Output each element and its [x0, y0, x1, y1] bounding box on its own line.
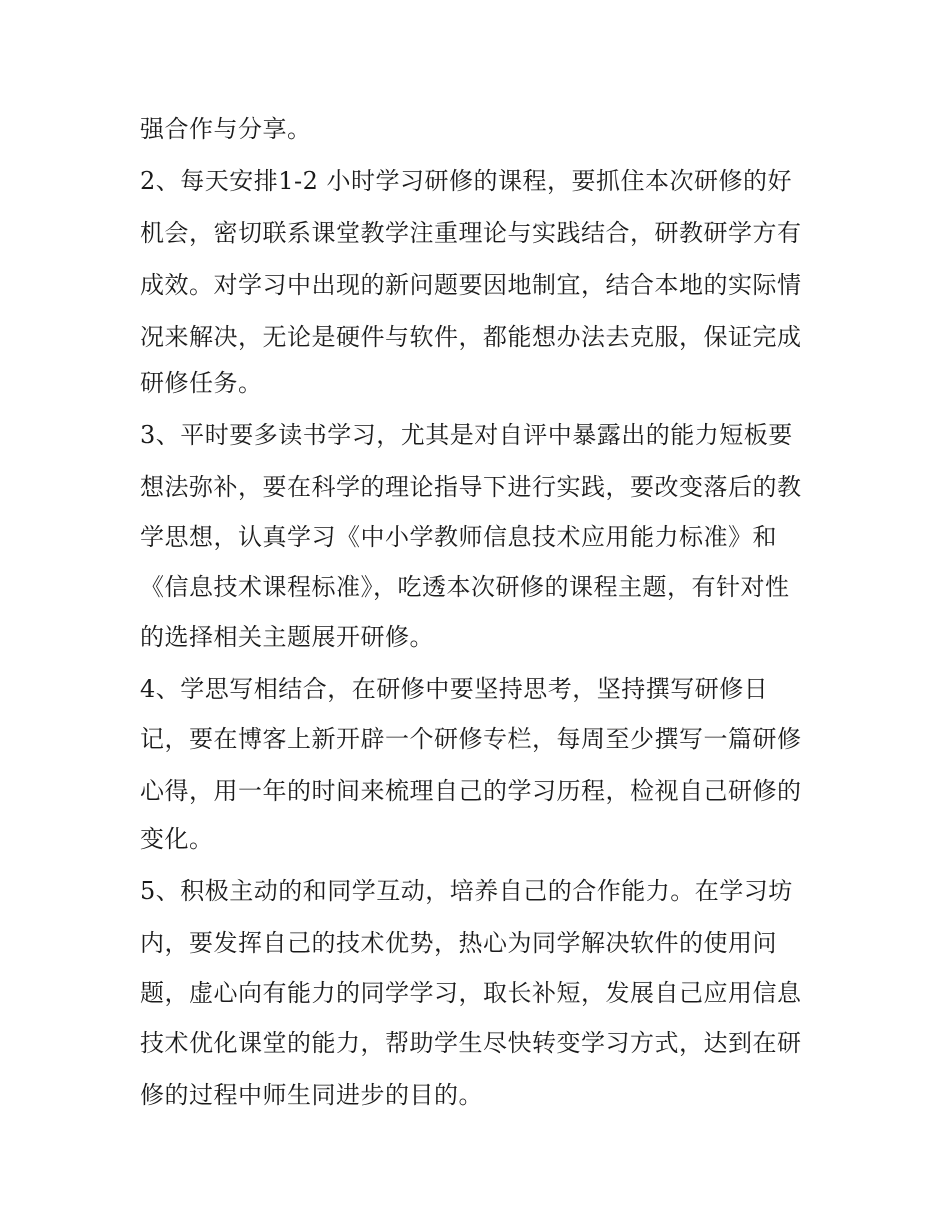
- text-line: 想法弥补，要在科学的理论指导下进行实践，要改变落后的教: [140, 473, 802, 501]
- text-line: 3、平时要多读书学习，尤其是对自评中暴露出的能力短板要: [140, 421, 793, 449]
- text-line: 强合作与分享。: [140, 115, 312, 143]
- text-line: 《信息技术课程标准》，吃透本次研修的课程主题，有针对性: [140, 573, 790, 601]
- text-line: 内，要发挥自己的技术优势，热心为同学解决软件的使用问: [140, 929, 777, 957]
- text-line: 机会，密切联系课堂教学注重理论与实践结合，研教研学方有: [140, 219, 802, 247]
- text-line: 变化。: [140, 825, 214, 853]
- text-line: 5、积极主动的和同学互动，培养自己的合作能力。在学习坊: [140, 877, 793, 905]
- text-line: 4、学思写相结合，在研修中要坚持思考，坚持撰写研修日: [140, 675, 769, 703]
- text-line: 学思想，认真学习《中小学教师信息技术应用能力标准》和: [140, 523, 777, 551]
- text-line: 的选择相关主题展开研修。: [140, 623, 434, 651]
- text-line: 修的过程中师生同进步的目的。: [140, 1081, 483, 1109]
- text-line: 题，虚心向有能力的同学学习，取长补短，发展自己应用信息: [140, 979, 802, 1007]
- text-line: 研修任务。: [140, 369, 263, 397]
- text-line: 心得，用一年的时间来梳理自己的学习历程，检视自己研修的: [140, 777, 802, 805]
- text-line: 况来解决，无论是硬件与软件，都能想办法去克服，保证完成: [140, 323, 802, 351]
- text-line: 2、每天安排1-2 小时学习研修的课程，要抓住本次研修的好: [140, 167, 793, 195]
- text-line: 成效。对学习中出现的新问题要因地制宜，结合本地的实际情: [140, 271, 802, 299]
- text-line: 技术优化课堂的能力，帮助学生尽快转变学习方式，达到在研: [140, 1029, 802, 1057]
- text-line: 记，要在博客上新开辟一个研修专栏，每周至少撰写一篇研修: [140, 725, 802, 753]
